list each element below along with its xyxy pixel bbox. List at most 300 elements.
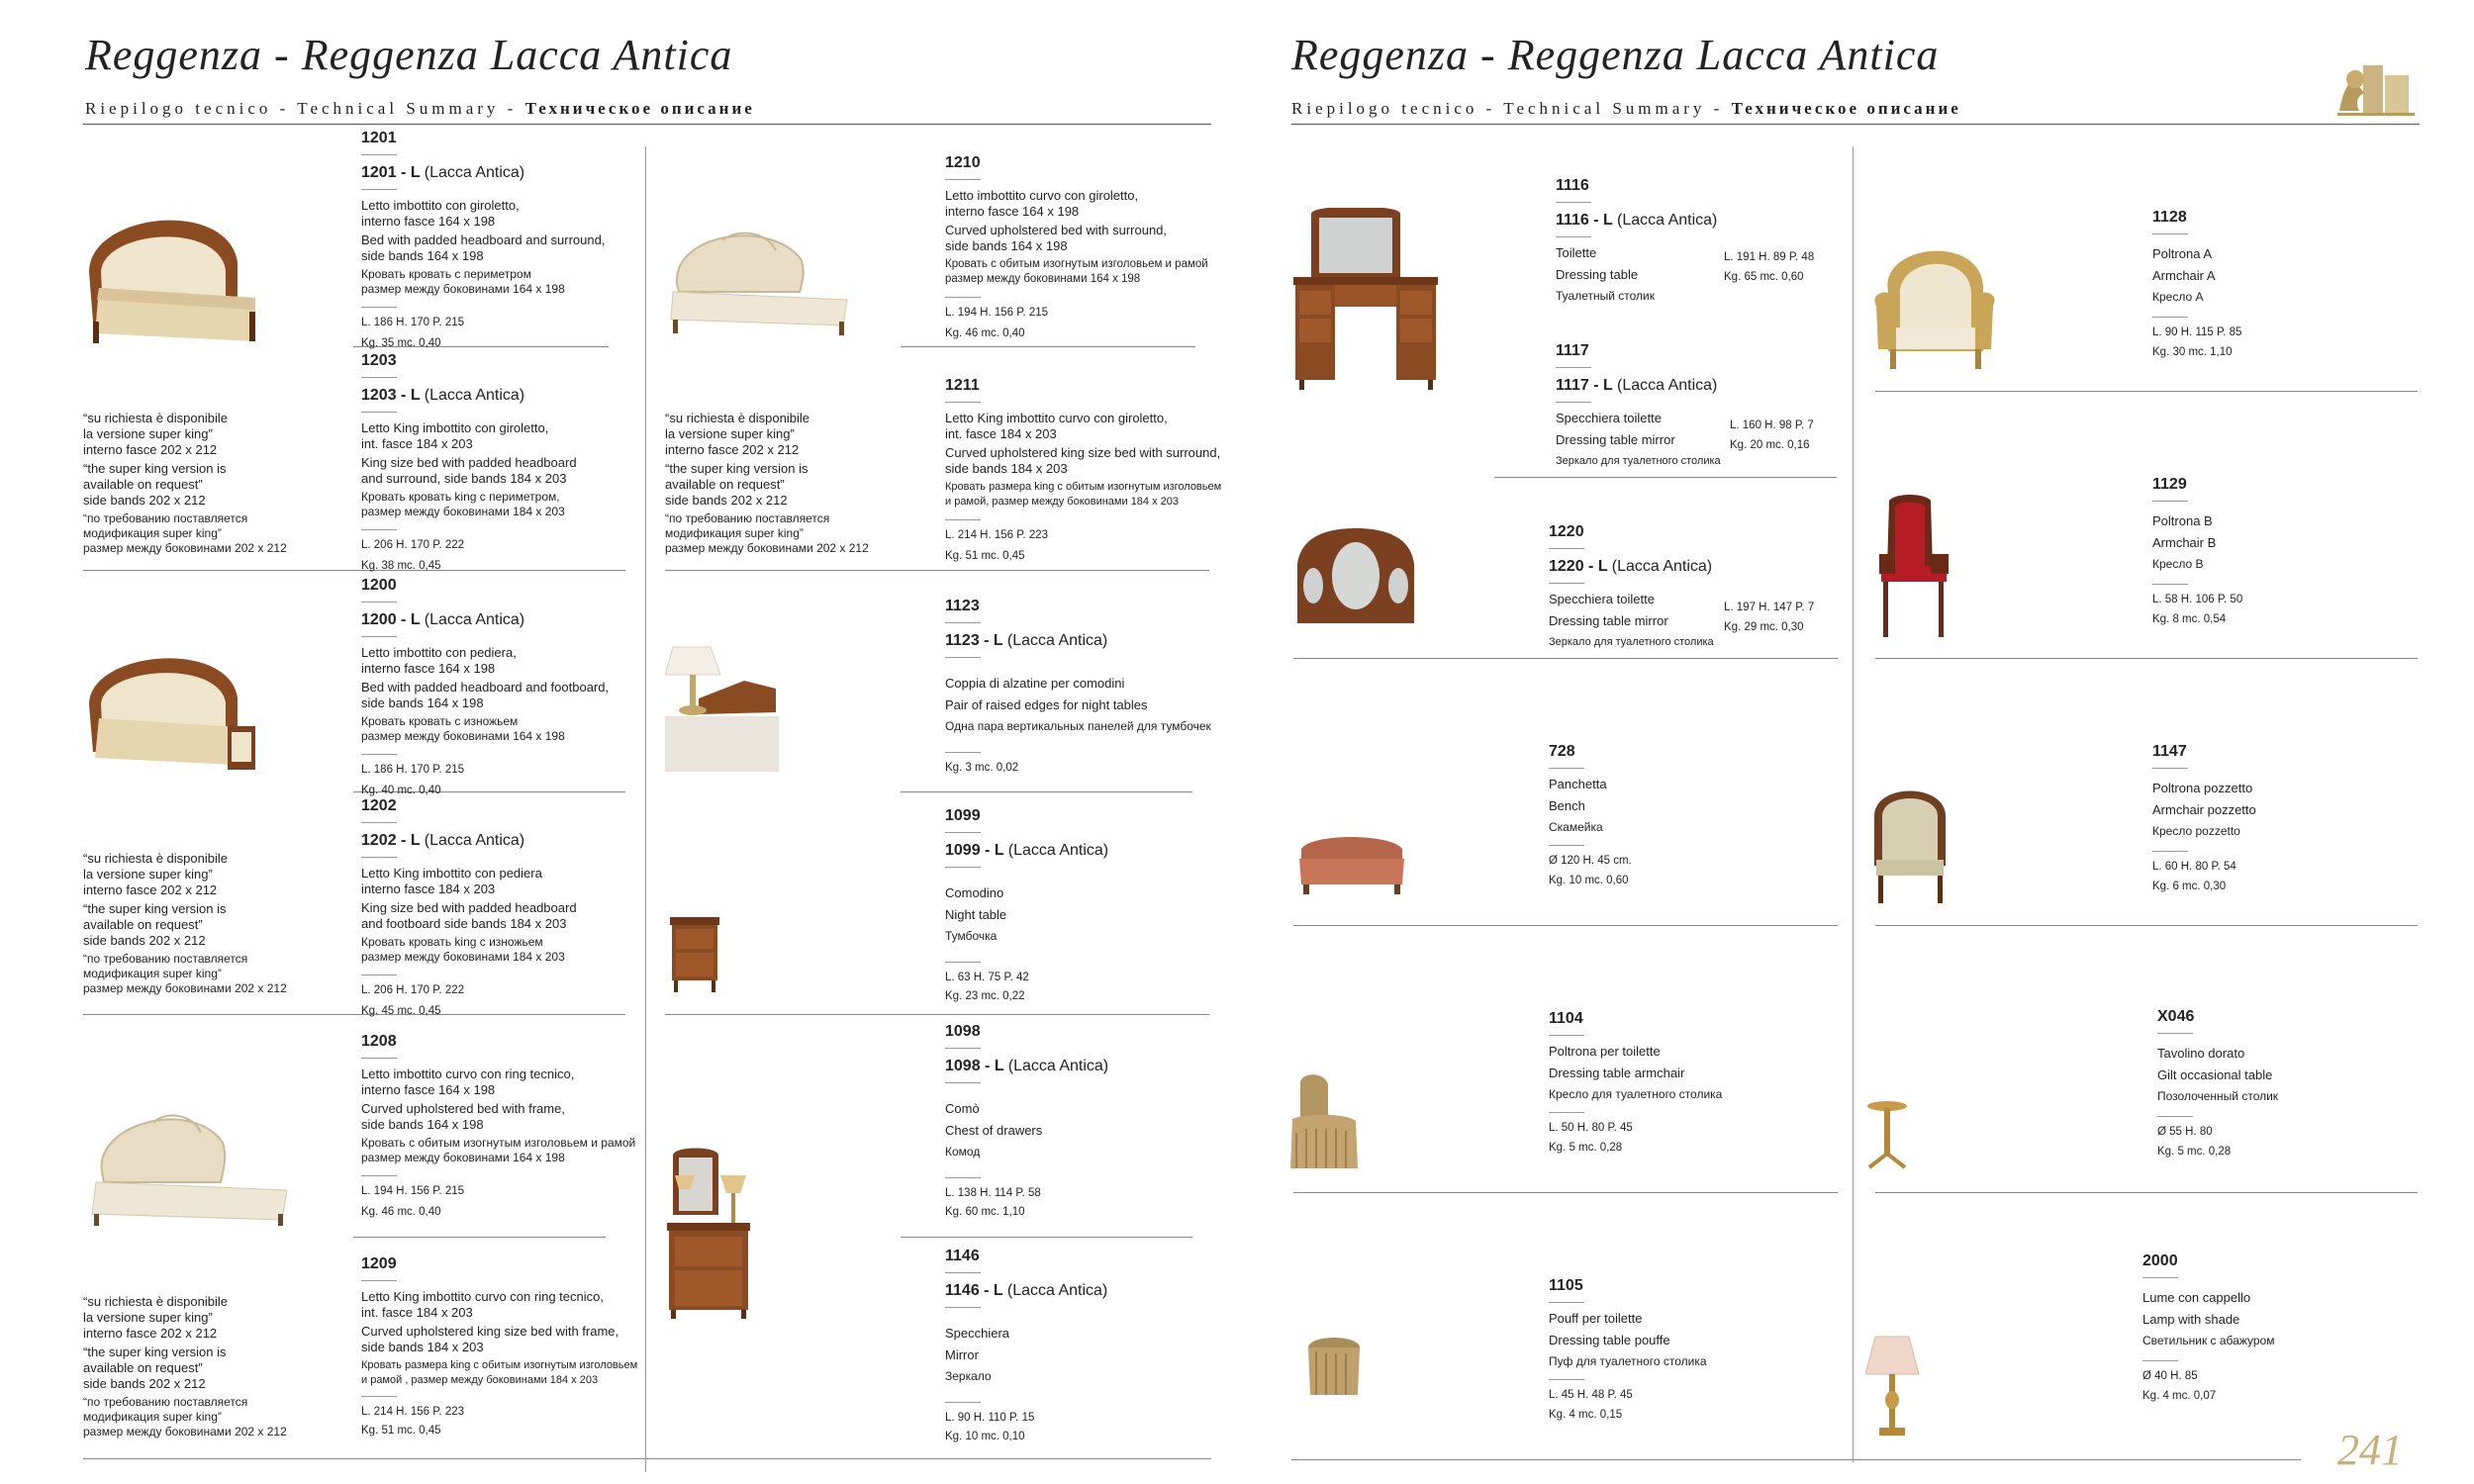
left-header-rule bbox=[83, 124, 1211, 125]
desc-en bbox=[361, 680, 609, 711]
divider bbox=[1549, 845, 1584, 846]
product-code: 2000 bbox=[2142, 1252, 2178, 1269]
note-line: side bands 202 x 212 bbox=[83, 1376, 206, 1391]
divider bbox=[945, 657, 981, 658]
weight-volume: Kg. 8 mc. 0,54 bbox=[2152, 613, 2227, 625]
lacca-label: (Lacca Antica) bbox=[1006, 632, 1108, 649]
note-line: side bands 202 x 212 bbox=[83, 933, 206, 948]
desc-line: размер между боковинами 164 x 198 bbox=[945, 273, 1141, 285]
note-line: la versione super king” bbox=[665, 426, 795, 441]
desc-en: Pair of raised edges for night tables bbox=[945, 697, 1148, 712]
product-x046 bbox=[2157, 1007, 2278, 1159]
desc-it bbox=[361, 866, 577, 897]
dimensions: L. 194 H. 156 P. 215 bbox=[945, 307, 1049, 319]
code-l: 1116 - L bbox=[1556, 212, 1613, 229]
product-code-lacca bbox=[361, 610, 609, 630]
product-code: 1123 bbox=[945, 598, 980, 614]
code-l: 1200 - L bbox=[361, 611, 421, 628]
note-line: “the super king version is bbox=[83, 901, 227, 916]
product-code: 1098 bbox=[945, 1023, 981, 1040]
pouffe-1105-photo bbox=[1304, 1336, 1364, 1405]
armchair-1129-photo bbox=[1875, 495, 1954, 643]
divider bbox=[1556, 402, 1591, 403]
product-1099 bbox=[945, 806, 1108, 1004]
super-king-note bbox=[665, 411, 869, 556]
night-table-1099-photo bbox=[668, 915, 722, 999]
product-code: 728 bbox=[1549, 743, 1575, 760]
rule bbox=[901, 346, 1195, 347]
dimensions: L. 194 H. 156 P. 215 bbox=[361, 1185, 465, 1197]
dimensions: L. 160 H. 98 P. 7 bbox=[1730, 419, 1814, 431]
rule bbox=[1875, 925, 2418, 926]
desc-line: Кровать с обитым изогнутым изголовьем и рамой bbox=[945, 258, 1208, 270]
super-king-note bbox=[83, 411, 287, 556]
product-code: 1202 bbox=[361, 797, 397, 814]
lacca-label: (Lacca Antica) bbox=[1616, 212, 1718, 229]
note-line: размер между боковинами 202 x 212 bbox=[83, 541, 287, 555]
product-code: 1208 bbox=[361, 1033, 397, 1050]
desc-line: Кровать с обитым изогнутым изголовьем и рамой bbox=[361, 1136, 636, 1150]
divider bbox=[945, 1177, 981, 1178]
divider bbox=[945, 1272, 981, 1273]
weight-volume: Kg. 4 mc. 0,15 bbox=[1549, 1409, 1623, 1421]
desc-en: Dressing table pouffe bbox=[1549, 1333, 1670, 1347]
weight-volume: Kg. 29 mc. 0,30 bbox=[1724, 621, 1804, 633]
code-l: 1117 - L bbox=[1556, 377, 1613, 394]
desc-line: Letto imbottito curvo con giroletto, bbox=[945, 188, 1139, 203]
desc-ru bbox=[945, 257, 1208, 287]
product-1123 bbox=[945, 597, 1211, 776]
code-l: 1098 - L bbox=[945, 1058, 1004, 1074]
desc-line: side bands 164 x 198 bbox=[361, 1117, 484, 1132]
desc-ru: Кресло A bbox=[2152, 290, 2204, 304]
product-1220-dims bbox=[1724, 598, 1814, 637]
desc-ru bbox=[361, 1136, 635, 1165]
desc-it: Poltrona per toilette bbox=[1549, 1044, 1661, 1059]
product-code: X046 bbox=[2157, 1008, 2195, 1025]
product-1116 bbox=[1556, 176, 1717, 307]
product-1098 bbox=[945, 1022, 1108, 1220]
divider bbox=[1549, 548, 1584, 549]
left-subtitle-it-en: Riepilogo tecnico - Technical Summary - bbox=[85, 99, 518, 118]
dimensions: L. 63 H. 75 P. 42 bbox=[945, 972, 1029, 983]
weight-volume: Kg. 5 mc. 0,28 bbox=[1549, 1142, 1623, 1154]
weight-volume: Kg. 3 mc. 0,02 bbox=[945, 762, 1019, 774]
right-subtitle-it-en: Riepilogo tecnico - Technical Summary - bbox=[1291, 99, 1724, 118]
desc-line: Bed with padded headboard and surround, bbox=[361, 232, 606, 247]
note-line: available on request” bbox=[83, 477, 203, 492]
dimensions: Ø 55 H. 80 bbox=[2157, 1126, 2213, 1138]
dimensions: L. 58 H. 106 P. 50 bbox=[2152, 594, 2243, 605]
note-line: “по требованию поставляется bbox=[83, 952, 248, 966]
desc-ru bbox=[361, 935, 577, 965]
product-1202 bbox=[361, 796, 577, 1019]
right-page-subtitle bbox=[1291, 99, 1961, 119]
table-x046-photo bbox=[1865, 1098, 1910, 1177]
desc-en: Bench bbox=[1549, 798, 1585, 813]
desc-it bbox=[361, 1289, 637, 1321]
lacca-label: (Lacca Antica) bbox=[1006, 1282, 1108, 1299]
desc-it: Specchiera toilette bbox=[1556, 411, 1662, 425]
divider bbox=[361, 529, 397, 530]
rule bbox=[1875, 658, 2418, 659]
armchair-1128-photo bbox=[1868, 232, 2002, 376]
desc-line: размер между боковинами 164 x 198 bbox=[361, 1151, 565, 1164]
desc-ru: Комод bbox=[945, 1145, 981, 1159]
divider bbox=[1549, 1112, 1584, 1113]
desc-line: размер между боковинами 184 x 203 bbox=[361, 950, 565, 964]
desc-en bbox=[361, 1324, 637, 1355]
bed-1210-photo bbox=[663, 223, 851, 341]
chest-mirror-1098-photo bbox=[665, 1146, 754, 1324]
product-1201 bbox=[361, 129, 605, 351]
rule bbox=[901, 791, 1192, 792]
desc-line: Letto imbottito con pediera, bbox=[361, 645, 517, 660]
desc-en bbox=[361, 1101, 635, 1133]
dimensions: L. 90 H. 110 P. 15 bbox=[945, 1412, 1035, 1424]
desc-it: Tavolino dorato bbox=[2157, 1046, 2245, 1061]
divider bbox=[945, 1402, 981, 1403]
dimensions: L. 186 H. 170 P. 215 bbox=[361, 317, 465, 328]
weight-volume: Kg. 4 mc. 0,07 bbox=[2142, 1390, 2217, 1402]
weight-volume: Kg. 35 mc. 0,40 bbox=[361, 337, 441, 349]
desc-ru: Зеркало для туалетного столика bbox=[1556, 455, 1721, 467]
dimensions: L. 50 H. 80 P. 45 bbox=[1549, 1122, 1633, 1134]
desc-en: Gilt occasional table bbox=[2157, 1067, 2273, 1082]
product-code-lacca bbox=[361, 831, 577, 851]
product-code: 1128 bbox=[2152, 209, 2187, 226]
note-line: модификация super king” bbox=[83, 967, 222, 980]
rule bbox=[901, 1237, 1192, 1238]
weight-volume: Kg. 10 mc. 0,60 bbox=[1549, 875, 1629, 886]
note-line: side bands 202 x 212 bbox=[665, 493, 788, 508]
desc-ru: Зеркало для туалетного столика bbox=[1549, 636, 1714, 648]
lacca-label: (Lacca Antica) bbox=[1007, 1058, 1109, 1074]
product-1211 bbox=[945, 376, 1221, 564]
product-code: 1129 bbox=[2152, 476, 2187, 493]
code-l: 1220 - L bbox=[1549, 558, 1608, 575]
desc-ru: Туалетный столик bbox=[1556, 289, 1655, 303]
dimensions: L. 186 H. 170 P. 215 bbox=[361, 764, 465, 776]
product-1117 bbox=[1556, 341, 1721, 472]
desc-line: interno fasce 164 x 198 bbox=[361, 661, 496, 676]
note-line: размер между боковинами 202 x 212 bbox=[83, 1425, 287, 1438]
weight-volume: Kg. 30 mc. 1,10 bbox=[2152, 346, 2233, 358]
product-code: 1104 bbox=[1549, 1010, 1583, 1027]
note-line: “su richiesta è disponibile bbox=[83, 1294, 228, 1309]
desc-en: Night table bbox=[945, 907, 1007, 922]
product-1146 bbox=[945, 1247, 1107, 1444]
product-2000 bbox=[2142, 1252, 2274, 1404]
weight-volume: Kg. 60 mc. 1,10 bbox=[945, 1206, 1025, 1218]
desc-line: Кровать кровать king с изножьем bbox=[361, 935, 543, 949]
right-subtitle-ru: Техническое описание bbox=[1731, 99, 1961, 118]
product-code: 1200 bbox=[361, 577, 397, 594]
page-number: 241 bbox=[2337, 1426, 2403, 1474]
note-line: “the super king version is bbox=[83, 461, 227, 476]
product-code-lacca bbox=[945, 631, 1211, 651]
armchair-1147-photo bbox=[1868, 787, 1952, 910]
product-code: 1203 bbox=[361, 352, 397, 369]
left-page-subtitle bbox=[85, 99, 755, 119]
divider bbox=[361, 602, 397, 603]
weight-volume: Kg. 10 mc. 0,10 bbox=[945, 1431, 1025, 1442]
desc-ru: Тумбочка bbox=[945, 929, 998, 943]
desc-it bbox=[945, 188, 1208, 220]
code-l: 1123 - L bbox=[945, 632, 1003, 649]
desc-it: Specchiera toilette bbox=[1549, 592, 1655, 606]
divider bbox=[361, 857, 397, 858]
lacca-label: (Lacca Antica) bbox=[1616, 377, 1718, 394]
reggenza-lion-logo-icon bbox=[2335, 59, 2417, 124]
right-page-title: Reggenza - Reggenza Lacca Antica bbox=[1291, 31, 1940, 79]
desc-line: Letto imbottito con giroletto, bbox=[361, 198, 520, 213]
desc-en: Chest of drawers bbox=[945, 1123, 1043, 1138]
desc-line: Letto King imbottito curvo con ring tecnico, bbox=[361, 1289, 604, 1304]
desc-line: Bed with padded headboard and footboard, bbox=[361, 680, 610, 695]
rule bbox=[1875, 391, 2418, 392]
divider bbox=[945, 519, 981, 520]
mirror-1220-photo bbox=[1291, 524, 1420, 638]
right-header-rule bbox=[1291, 124, 2420, 125]
desc-line: side bands 184 x 203 bbox=[361, 1340, 484, 1354]
product-code: 1116 bbox=[1556, 177, 1589, 194]
desc-line: Кровать размера king с обитым изогнутым изголовьем bbox=[361, 1359, 638, 1371]
divider bbox=[1556, 236, 1591, 237]
lacca-label: (Lacca Antica) bbox=[424, 611, 525, 628]
right-footer-rule bbox=[1291, 1459, 2301, 1460]
desc-line: interno fasce 164 x 198 bbox=[361, 1082, 496, 1097]
desc-line: размер между боковинами 164 x 198 bbox=[361, 282, 565, 296]
weight-volume: Kg. 46 mc. 0,40 bbox=[945, 327, 1025, 339]
divider bbox=[2142, 1277, 2178, 1278]
divider bbox=[361, 412, 397, 413]
divider bbox=[1549, 1379, 1584, 1380]
note-line: “su richiesta è disponibile bbox=[83, 851, 228, 866]
product-code-lacca bbox=[1556, 376, 1721, 396]
product-1117-dims bbox=[1730, 416, 1814, 455]
note-line: “the super king version is bbox=[665, 461, 809, 476]
note-line: “the super king version is bbox=[83, 1345, 227, 1359]
rule bbox=[1293, 658, 1838, 659]
divider bbox=[2152, 233, 2188, 234]
desc-line: interno fasce 164 x 198 bbox=[945, 204, 1080, 219]
product-code: 1210 bbox=[945, 154, 981, 171]
left-footer-rule bbox=[83, 1458, 1211, 1459]
product-1203 bbox=[361, 351, 577, 574]
bed-1208-photo bbox=[84, 1103, 292, 1232]
product-1129 bbox=[2152, 475, 2242, 627]
lamp-2000-photo bbox=[1865, 1331, 1920, 1444]
divider bbox=[945, 402, 981, 403]
left-subtitle-ru: Техническое описание bbox=[524, 99, 755, 118]
left-center-divider bbox=[645, 146, 646, 1472]
desc-it: Toilette bbox=[1556, 245, 1597, 260]
weight-volume: Kg. 65 mc. 0,60 bbox=[1724, 271, 1804, 283]
desc-ru bbox=[361, 490, 577, 519]
desc-it: Poltrona A bbox=[2152, 246, 2212, 261]
product-code-lacca bbox=[361, 386, 577, 406]
divider bbox=[2152, 768, 2188, 769]
desc-it bbox=[361, 645, 609, 677]
desc-en: Mirror bbox=[945, 1347, 979, 1362]
desc-line: side bands 184 x 203 bbox=[945, 461, 1068, 476]
note-line: available on request” bbox=[83, 917, 203, 932]
rule bbox=[1494, 477, 1837, 478]
note-line: “по требованию поставляется bbox=[665, 511, 830, 525]
divider bbox=[945, 867, 981, 868]
desc-ru: Кресло для туалетного столика bbox=[1549, 1087, 1723, 1101]
desc-ru bbox=[361, 1358, 637, 1388]
divider bbox=[1549, 768, 1584, 769]
divider bbox=[1556, 202, 1591, 203]
code-l: 1201 - L bbox=[361, 164, 421, 181]
divider bbox=[361, 974, 397, 975]
product-code: 1209 bbox=[361, 1255, 397, 1272]
desc-line: and footboard side bands 184 x 203 bbox=[361, 916, 567, 931]
note-line: side bands 202 x 212 bbox=[83, 493, 206, 508]
desc-ru: Светильник с абажуром bbox=[2142, 1334, 2275, 1347]
desc-ru: Скамейка bbox=[1549, 820, 1603, 834]
desc-en: Lamp with shade bbox=[2142, 1312, 2240, 1327]
product-code-lacca bbox=[361, 163, 605, 183]
divider bbox=[2152, 501, 2188, 502]
desc-line: Letto imbottito curvo con ring tecnico, bbox=[361, 1067, 575, 1081]
note-line: la versione super king” bbox=[83, 1310, 213, 1325]
divider bbox=[361, 1280, 397, 1281]
desc-en bbox=[945, 445, 1221, 477]
divider bbox=[361, 822, 397, 823]
desc-en bbox=[945, 223, 1208, 254]
divider bbox=[945, 1307, 981, 1308]
desc-line: Curved upholstered bed with surround, bbox=[945, 223, 1168, 237]
product-1210 bbox=[945, 153, 1208, 341]
product-code: 1099 bbox=[945, 807, 981, 824]
product-1104 bbox=[1549, 1009, 1722, 1156]
desc-line: interno fasce 184 x 203 bbox=[361, 881, 496, 896]
rule bbox=[1293, 925, 1838, 926]
weight-volume: Kg. 46 mc. 0,40 bbox=[361, 1206, 441, 1218]
left-page-title: Reggenza - Reggenza Lacca Antica bbox=[85, 31, 733, 79]
desc-line: and surround, side bands 184 x 203 bbox=[361, 471, 567, 486]
bed-1200-photo bbox=[79, 643, 262, 777]
product-code: 1211 bbox=[945, 377, 980, 394]
desc-line: Кровать размера king с обитым изогнутым изголовьем bbox=[945, 481, 1222, 493]
desc-line: int. fasce 184 x 203 bbox=[945, 426, 1057, 441]
rule bbox=[1875, 1192, 2418, 1193]
desc-it: Poltrona pozzetto bbox=[2152, 781, 2253, 795]
desc-en: Armchair A bbox=[2152, 268, 2216, 283]
desc-en: Dressing table mirror bbox=[1549, 613, 1668, 628]
product-1147 bbox=[2152, 742, 2256, 894]
desc-line: Кровать кровать king с периметром, bbox=[361, 490, 560, 504]
divider bbox=[945, 622, 981, 623]
divider bbox=[361, 1175, 397, 1176]
divider bbox=[2152, 851, 2188, 852]
desc-en: Armchair B bbox=[2152, 535, 2217, 550]
desc-line: side bands 164 x 198 bbox=[361, 696, 484, 710]
desc-en bbox=[361, 455, 577, 487]
product-code-lacca bbox=[945, 1281, 1107, 1301]
product-1105 bbox=[1549, 1276, 1707, 1423]
dimensions: L. 214 H. 156 P. 223 bbox=[361, 1406, 465, 1418]
desc-it bbox=[361, 420, 577, 452]
right-center-divider bbox=[1853, 146, 1854, 1462]
divider bbox=[2152, 317, 2188, 318]
desc-line: Кровать кровать с изножьем bbox=[361, 714, 519, 728]
dimensions: Ø 40 H. 85 bbox=[2142, 1370, 2198, 1382]
note-line: “по требованию поставляется bbox=[83, 1395, 248, 1409]
divider bbox=[361, 754, 397, 755]
divider bbox=[945, 962, 981, 963]
weight-volume: Kg. 5 mc. 0,28 bbox=[2157, 1146, 2232, 1158]
note-line: модификация super king” bbox=[83, 526, 222, 540]
note-line: “по требованию поставляется bbox=[83, 511, 248, 525]
desc-it: Comodino bbox=[945, 885, 1004, 900]
desc-en: Armchair pozzetto bbox=[2152, 802, 2256, 817]
dimensions: L. 191 H. 89 P. 48 bbox=[1724, 251, 1815, 263]
product-code: 1220 bbox=[1549, 523, 1584, 540]
product-1200 bbox=[361, 576, 609, 798]
dimensions: L. 206 H. 170 P. 222 bbox=[361, 539, 465, 551]
divider bbox=[361, 377, 397, 378]
product-728 bbox=[1549, 742, 1632, 888]
rule bbox=[665, 1014, 1209, 1015]
desc-line: side bands 164 x 198 bbox=[945, 238, 1068, 253]
divider bbox=[945, 752, 981, 753]
desc-it bbox=[945, 411, 1221, 442]
desc-it: Specchiera bbox=[945, 1326, 1010, 1341]
weight-volume: Kg. 23 mc. 0,22 bbox=[945, 990, 1025, 1002]
desc-line: side bands 164 x 198 bbox=[361, 248, 484, 263]
note-line: размер между боковинами 202 x 212 bbox=[665, 541, 869, 555]
note-line: размер между боковинами 202 x 212 bbox=[83, 981, 287, 995]
desc-en bbox=[361, 900, 577, 932]
weight-volume: Kg. 51 mc. 0,45 bbox=[361, 1425, 441, 1437]
desc-line: Curved upholstered king size bed with surround, bbox=[945, 445, 1221, 460]
note-line: available on request” bbox=[665, 477, 785, 492]
dimensions: L. 197 H. 147 P. 7 bbox=[1724, 602, 1815, 613]
divider bbox=[945, 297, 981, 298]
note-line: la versione super king” bbox=[83, 867, 213, 881]
divider bbox=[2152, 584, 2188, 585]
lacca-label: (Lacca Antica) bbox=[424, 387, 525, 404]
desc-line: int. fasce 184 x 203 bbox=[361, 1305, 473, 1320]
rule bbox=[665, 570, 1209, 571]
product-code: 1201 bbox=[361, 130, 397, 146]
product-code: 1117 bbox=[1556, 342, 1589, 359]
note-line: “su richiesta è disponibile bbox=[83, 411, 228, 425]
desc-it: Comò bbox=[945, 1101, 980, 1116]
note-line: interno fasce 202 x 212 bbox=[83, 1326, 218, 1341]
note-line: interno fasce 202 x 212 bbox=[83, 882, 218, 897]
desc-line: Кровать кровать с периметром bbox=[361, 267, 531, 281]
divider bbox=[945, 1082, 981, 1083]
divider bbox=[361, 307, 397, 308]
weight-volume: Kg. 40 mc. 0,40 bbox=[361, 785, 441, 796]
weight-volume: Kg. 6 mc. 0,30 bbox=[2152, 881, 2227, 892]
product-1220 bbox=[1549, 522, 1714, 653]
product-1116-dims bbox=[1724, 247, 1814, 287]
product-code-lacca bbox=[1549, 557, 1714, 577]
product-1209 bbox=[361, 1254, 637, 1438]
product-code-lacca bbox=[945, 1057, 1108, 1076]
lacca-label: (Lacca Antica) bbox=[1611, 558, 1713, 575]
note-line: available on request” bbox=[83, 1360, 203, 1375]
divider bbox=[1549, 1035, 1584, 1036]
desc-ru: Кресло pozzetto bbox=[2152, 824, 2240, 838]
product-code: 1146 bbox=[945, 1248, 980, 1264]
